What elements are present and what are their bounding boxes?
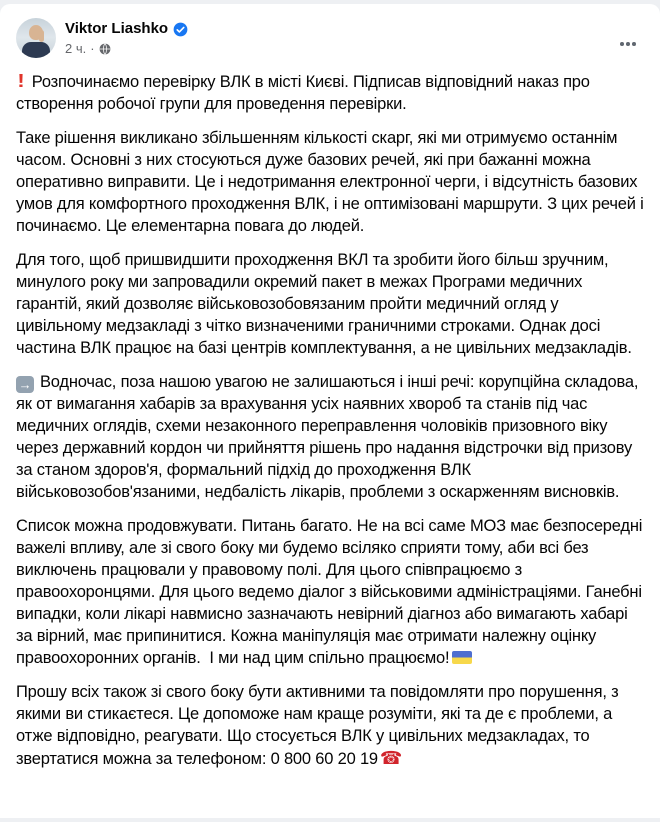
avatar[interactable] [16,18,56,58]
more-options-icon [626,42,630,46]
arrow-right-icon: → [16,376,34,393]
paragraph-text: Водночас, поза нашою увагою не залишаються і інші речі: корупційна складова, як от вимагання хабарів за врахування усіх наявних хвороб та станів під час медичних оглядів, схеми незаконного переправлення чоловіків призовного віку через державний кордон чи прийняття рішень про надання відстрочки від призову за станом здоров'я, формальний підхід до проходження ВЛК військовозобов'язаними, недбалість лікарів, проблеми з оскарженням висновків. [16,373,643,501]
paragraph-text: Для того, щоб пришвидшити проходження ВКЛ та зробити його більш зручним, минулого року ми запровадили окремий пакет в межах Програми медичних гарантій, який дозволяє військовозобовязаним пройти медичний огляд у цивільному медзакладі з чітко визначеними граничними строками. Однак досі частина ВЛК працює на базі центрів комплектування, а не цивільних медзакладів. [16,251,632,357]
header-text [65,18,188,57]
post-paragraph [16,70,644,115]
globe-icon [99,43,111,55]
post-paragraph [16,249,644,359]
timestamp[interactable]: 2 ч. [65,41,87,56]
post-paragraph [16,371,644,503]
post-meta [65,41,188,57]
post-paragraph [16,127,648,237]
more-options-icon [620,42,624,46]
paragraph-text: Прошу всіх також зі свого боку бути активними та повідомляти про порушення, з якими ви стикаєтеся. Це допоможе нам краще розуміти, які та де є проблеми, а отже відповідно, реагувати. Що стосується ВЛК у цивільних медзакладах, то звертатися можна за телефоном: 0 800 60 20 19 [16,683,623,768]
paragraph-text: Таке рішення викликано збільшенням кількості скарг, які ми отримуємо останнім часом. Основні з них стосуються дуже базових речей, які при бажанні можна оперативно виправити. Це і недотримання електронної черги, і відсутність базових умов для комфортного проходження ВЛК, і не оптимізовані маршрути. З цих речей і починаємо. Це елементарна повага до людей. [16,129,648,235]
post-card [0,4,660,818]
avatar-figure [39,30,44,42]
paragraph-text: Список можна продовжувати. Питань багато. Не на всі саме МОЗ має безпосередні важелі впливу, але зі свого боку ми будемо всіляко сприяти тому, аби всі без виключень працювали у правовому полі. Для цього співпрацюємо з правоохоронцями. Для цього ведемо діалог з військовими адміністраціями. Ганебні випадки, коли лікарі навмисно зазначають невірний діагноз або вимагають хабарі за вірний, має припинитися. Кожна маніпуляція має отримати належну оцінку правоохоронних органів. І ми над цим спільно працюємо! [16,517,647,667]
more-options-icon [632,42,636,46]
meta-separator: · [90,41,95,56]
phone-icon: ☎ [379,748,403,768]
post-paragraph [16,681,644,770]
exclamation-icon: ! [17,71,25,91]
post-header [16,18,644,58]
post-paragraph [16,515,647,669]
author-name[interactable]: Viktor Liashko [65,20,169,37]
more-options-button[interactable] [612,28,644,60]
avatar-figure [22,42,50,58]
name-row [65,19,188,39]
paragraph-text: Розпочинаємо перевірку ВЛК в місті Києві. Підписав відповідний наказ про створення робочої групи для проведення перевірки. [16,73,595,113]
verified-badge-icon [173,22,188,37]
ukraine-flag-icon [452,651,472,664]
post-content [16,70,648,770]
